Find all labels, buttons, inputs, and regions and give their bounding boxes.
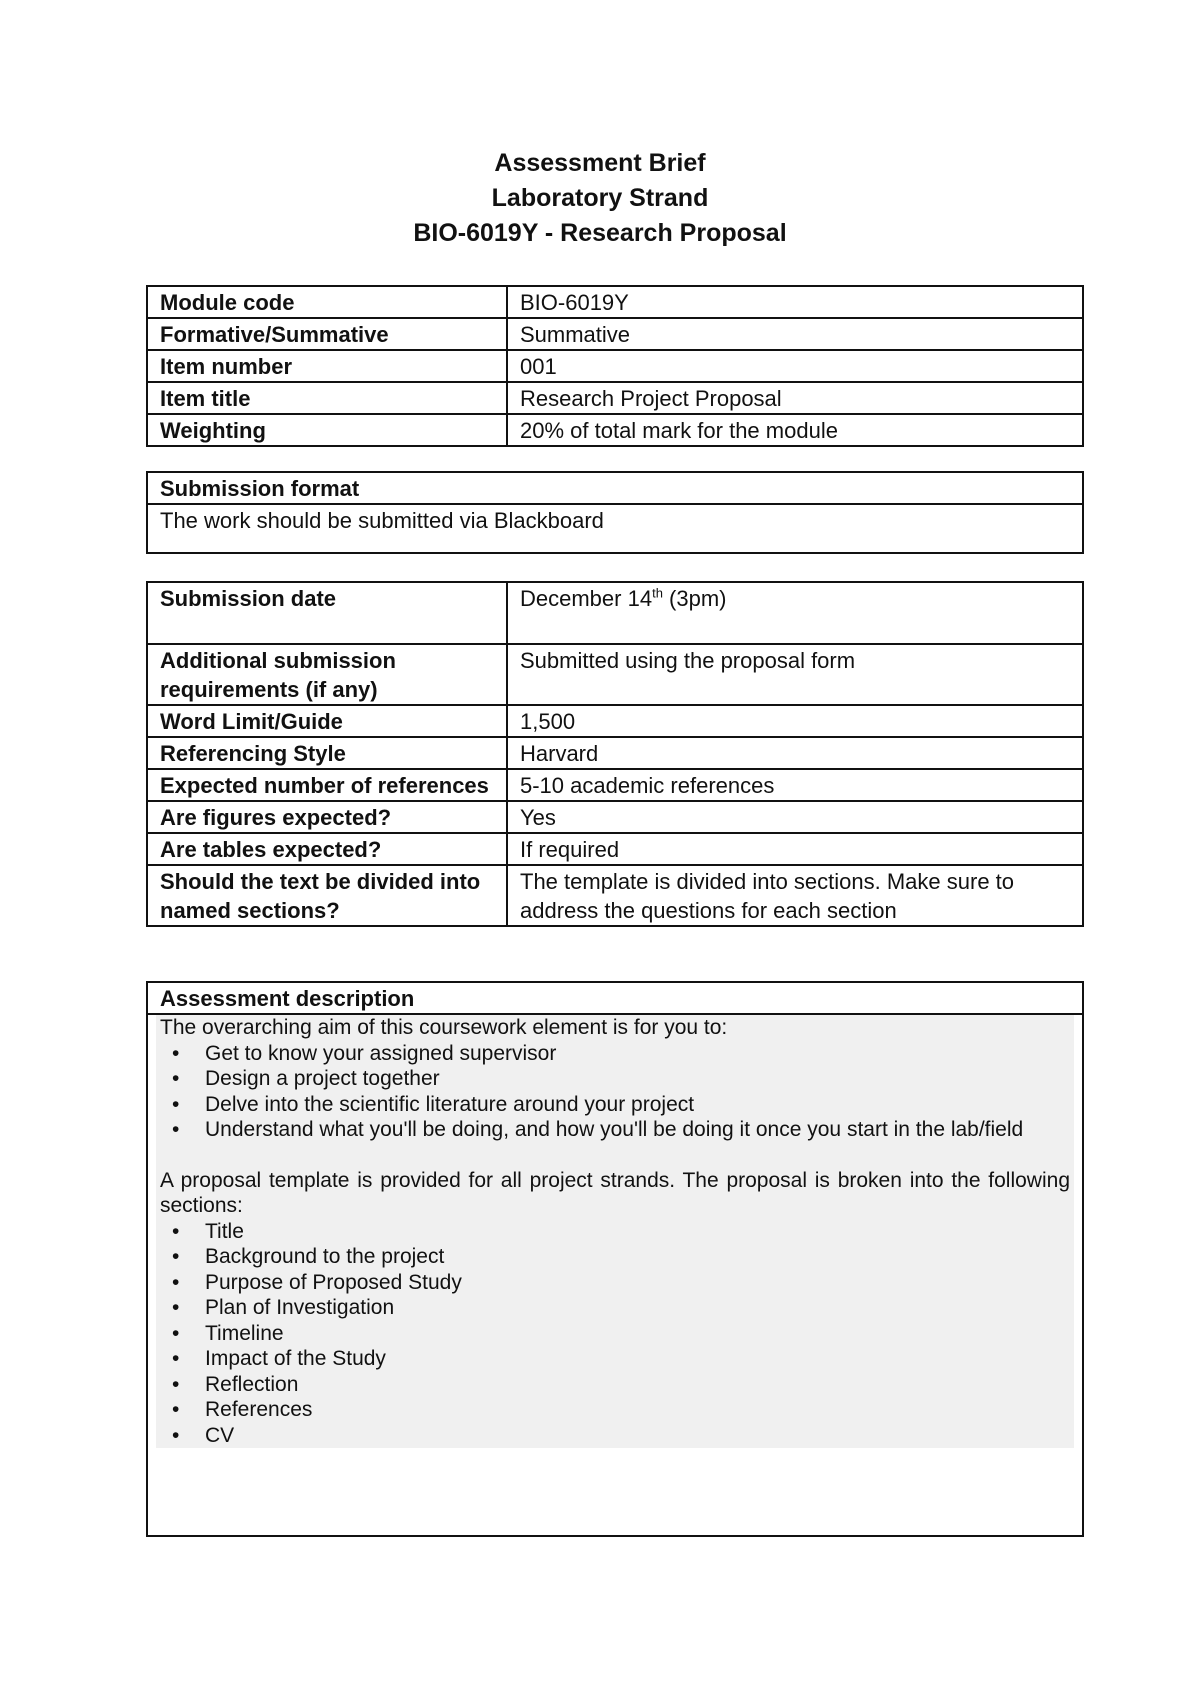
title-module: BIO-6019Y - Research Proposal — [413, 219, 787, 247]
detail-value: 20% of total mark for the module — [507, 414, 1083, 446]
submission-format-table — [146, 471, 1084, 554]
table-row — [147, 833, 1083, 865]
aims-list — [160, 1041, 1070, 1143]
table-row — [147, 286, 1083, 318]
info-label: Additional submission requirements (if any) — [147, 644, 507, 705]
list-item: • Title — [160, 1219, 1070, 1245]
submission-date-ordinal: th — [652, 585, 663, 601]
title-assessment-brief: Assessment Brief — [494, 149, 706, 177]
list-item: • References — [160, 1397, 1070, 1423]
info-label: Are figures expected? — [147, 801, 507, 833]
table-row — [147, 350, 1083, 382]
table-row — [147, 1014, 1083, 1536]
info-value: Submitted using the proposal form — [507, 644, 1083, 705]
submission-format-label: Submission format — [147, 472, 1083, 504]
title-strand: Laboratory Strand — [491, 184, 709, 212]
table-row — [147, 705, 1083, 737]
info-label: Word Limit/Guide — [147, 705, 507, 737]
detail-value: 001 — [507, 350, 1083, 382]
list-item: • Reflection — [160, 1372, 1070, 1398]
table-row — [147, 644, 1083, 705]
list-item: • Plan of Investigation — [160, 1295, 1070, 1321]
list-item: • Background to the project — [160, 1244, 1070, 1270]
detail-label: Item number — [147, 350, 507, 382]
submission-date-time: (3pm) — [662, 586, 727, 611]
detail-value: Summative — [507, 318, 1083, 350]
list-item: • Get to know your assigned supervisor — [160, 1041, 1070, 1067]
info-label: Should the text be divided into named sections? — [147, 865, 507, 926]
submission-info-table — [146, 581, 1084, 927]
info-value: 1,500 — [507, 705, 1083, 737]
spacer — [160, 1143, 1070, 1168]
info-label: Are tables expected? — [147, 833, 507, 865]
submission-format-value: The work should be submitted via Blackboard — [147, 504, 1083, 553]
aims-intro: The overarching aim of this coursework element is for you to: — [160, 1016, 728, 1039]
assessment-description-label: Assessment description — [147, 982, 1083, 1014]
assessment-description-table — [146, 981, 1084, 1537]
detail-label: Item title — [147, 382, 507, 414]
list-item: • Understand what you'll be doing, and how you'll be doing it once you start in the lab/field — [160, 1117, 1070, 1143]
table-row — [147, 382, 1083, 414]
submission-date-text: December 14 — [520, 586, 653, 611]
info-value: Harvard — [507, 737, 1083, 769]
table-row — [147, 504, 1083, 553]
info-value: Yes — [507, 801, 1083, 833]
table-row — [147, 865, 1083, 926]
list-item: • CV — [160, 1423, 1070, 1449]
info-value: 5-10 academic references — [507, 769, 1083, 801]
table-row — [147, 472, 1083, 504]
list-item: • Delve into the scientific literature around your project — [160, 1092, 1070, 1118]
submission-date-label: Submission date — [147, 582, 507, 644]
template-intro: A proposal template is provided for all project strands. The proposal is broken into the following sections: — [160, 1168, 1070, 1217]
sections-list — [160, 1219, 1070, 1449]
list-item: • Design a project together — [160, 1066, 1070, 1092]
table-row — [147, 737, 1083, 769]
list-item: • Impact of the Study — [160, 1346, 1070, 1372]
list-item: • Timeline — [160, 1321, 1070, 1347]
document-title-block — [0, 146, 1200, 251]
detail-value: Research Project Proposal — [507, 382, 1083, 414]
info-value: The template is divided into sections. Make sure to address the questions for each section — [507, 865, 1083, 926]
table-row — [147, 982, 1083, 1014]
detail-label: Weighting — [147, 414, 507, 446]
detail-label: Module code — [147, 286, 507, 318]
assessment-description-cell — [147, 1014, 1083, 1536]
table-row — [147, 801, 1083, 833]
table-row — [147, 414, 1083, 446]
table-row — [147, 318, 1083, 350]
detail-label: Formative/Summative — [147, 318, 507, 350]
table-row — [147, 582, 1083, 644]
assessment-description-body — [156, 1015, 1074, 1448]
info-label: Expected number of references — [147, 769, 507, 801]
info-value: If required — [507, 833, 1083, 865]
info-label: Referencing Style — [147, 737, 507, 769]
module-details-table — [146, 285, 1084, 447]
detail-value: BIO-6019Y — [507, 286, 1083, 318]
submission-date-value — [507, 582, 1083, 644]
list-item: • Purpose of Proposed Study — [160, 1270, 1070, 1296]
table-row — [147, 769, 1083, 801]
